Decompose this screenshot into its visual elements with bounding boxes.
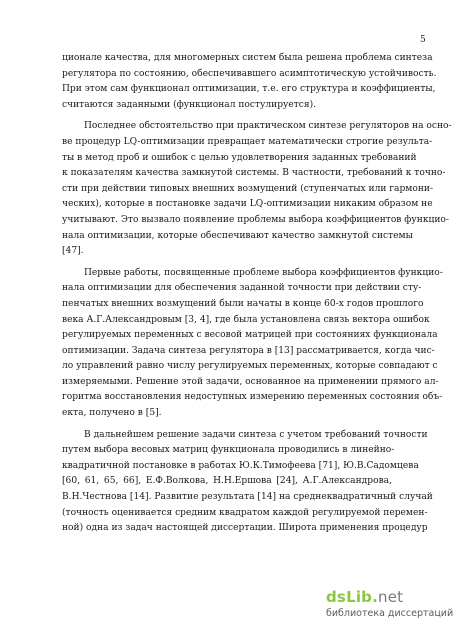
text-line: считаются заданными (функционал постулируется). <box>62 99 317 110</box>
text-line: квадратичной постановке в работах Ю.К.Тимофеева [71], Ю.В.Садомцева <box>62 460 419 471</box>
text-line: [47]. <box>62 246 84 257</box>
text-line: нала оптимизации для обеспечения заданной точности при действии сту- <box>62 283 422 294</box>
text-line: оптимизации. Задача синтеза регулятора в [13] рассматривается, когда чис- <box>62 345 435 356</box>
paragraph <box>62 119 452 259</box>
text-line: к показателям качества замкнутой системы. В частности, требований к точно- <box>62 168 446 179</box>
site-watermark[interactable] <box>326 588 453 624</box>
dslib-logo <box>326 588 403 606</box>
text-line: регулируемых переменных с весовой матрицей при состояниях функционала <box>62 330 438 341</box>
text-line: регулятора по состоянию, обеспечивавшего асимптотическую устойчивость. <box>62 68 437 79</box>
text-line: В дальнейшем решение задачи синтеза с учетом требований точности <box>84 429 428 440</box>
text-line: измеряемыми. Решение этой задачи, основанное на применении прямого ал- <box>62 376 439 387</box>
text-line: ной) одна из задач настоящей диссертации. Широта применения процедур <box>62 523 428 534</box>
text-line: ческих), которые в постановке задачи LQ-оптимизации никаким образом не <box>62 199 433 210</box>
text-line: ло управлений равно числу регулируемых переменных, которые совпадают с <box>62 361 438 372</box>
text-line: путем выбора весовых матриц функционала проводились в линейно- <box>62 445 395 456</box>
text-line: ты в метод проб и ошибок с целью удовлетворения заданных требований <box>62 152 417 163</box>
logo-main: dsLib <box>326 588 373 606</box>
text-line: сти при действии типовых внешних возмущений (ступенчатых или гармони- <box>62 183 434 194</box>
text-line: учитывают. Это вызвало появление проблемы выбора коэффициентов функцио- <box>62 214 449 225</box>
text-line: [60, 61, 65, 66], Е.Ф.Волкова, Н.Н.Ершова [24], А.Г.Александрова, <box>62 476 392 487</box>
text-line: пенчатых внешних возмущений были начаты в конце 60-х годов прошлого <box>62 298 424 309</box>
text-line: ционале качества, для многомерных систем была решена проблема синтеза <box>62 53 433 63</box>
text-line: Последнее обстоятельство при практическом синтезе регуляторов на осно- <box>84 121 452 132</box>
text-line: (точность оценивается средним квадратом каждой регулируемой перемен- <box>62 507 428 518</box>
paragraph <box>62 428 433 537</box>
paragraph <box>62 266 443 422</box>
page-number: 5 <box>420 35 426 45</box>
text-line: екта, получено в [5]. <box>62 408 162 419</box>
text-line: века А.Г.Александровым [3, 4], где была установлена связь вектора ошибок <box>62 314 430 325</box>
text-line: ве процедур LQ-оптимизации превращает математически строгие результа- <box>62 136 433 147</box>
text-line: нала оптимизации, которые обеспечивают качество замкнутой системы <box>62 230 413 241</box>
text-line: горитма восстановления недоступных измерению переменных состояния объ- <box>62 392 443 403</box>
logo-dot: . <box>372 588 379 606</box>
body-text <box>62 51 452 537</box>
paragraph <box>62 51 437 113</box>
logo-subtitle: библиотека диссертаций <box>326 608 453 619</box>
text-line: Первые работы, посвященные проблеме выбора коэффициентов функцио- <box>84 267 443 278</box>
logo-tld: net <box>378 588 404 606</box>
text-line: При этом сам функционал оптимизации, т.е. его структура и коэффициенты, <box>62 84 436 95</box>
text-line: В.Н.Честнова [14]. Развитие результата [14] на среднеквадратичный случай <box>62 492 433 503</box>
